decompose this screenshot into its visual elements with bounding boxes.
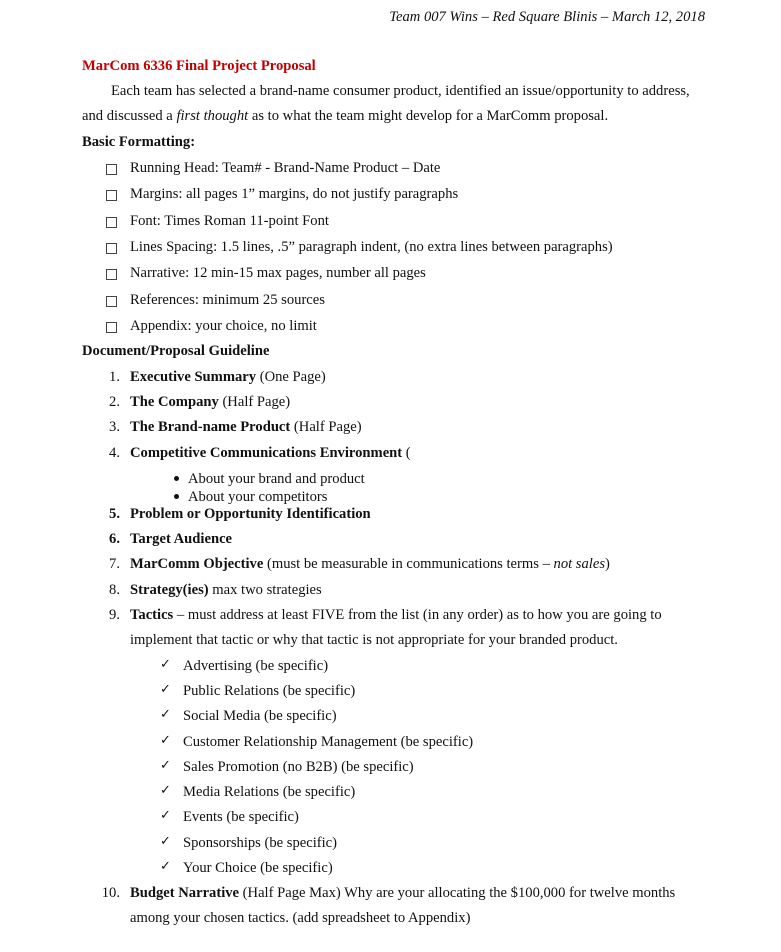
sub-bullet-item: About your brand and product xyxy=(188,471,365,487)
checkmark-icon: ✓ xyxy=(160,834,171,849)
formatting-item: Running Head: Team# - Brand-Name Product – Date xyxy=(130,160,441,176)
formatting-item: References: minimum 25 sources xyxy=(130,292,325,308)
tactic-item: Social Media (be specific) xyxy=(183,708,337,724)
checkmark-icon: ✓ xyxy=(160,783,171,798)
guideline-item: The Company (Half Page) xyxy=(130,394,291,410)
checkbox-icon xyxy=(106,217,117,228)
running-head: Team 007 Wins – Red Square Blinis – March 12, 2018 xyxy=(389,9,705,25)
tactic-item: Public Relations (be specific) xyxy=(183,683,356,699)
formatting-item: Appendix: your choice, no limit xyxy=(130,318,317,334)
checkbox-icon xyxy=(106,164,117,175)
formatting-item: Font: Times Roman 11-point Font xyxy=(130,213,329,229)
bullet-icon xyxy=(174,476,179,481)
list-number: 1. xyxy=(109,369,120,385)
checkbox-icon xyxy=(106,243,117,254)
list-number: 9. xyxy=(109,607,120,623)
bullet-icon xyxy=(174,494,179,499)
basic-formatting-heading: Basic Formatting: xyxy=(82,134,196,150)
list-number: 3. xyxy=(109,419,120,435)
list-number: 4. xyxy=(109,445,120,461)
tactic-item: Events (be specific) xyxy=(183,809,299,825)
list-number: 6. xyxy=(109,531,120,547)
list-number: 10. xyxy=(101,885,120,901)
list-number: 7. xyxy=(109,556,120,572)
list-number: 5. xyxy=(109,506,120,522)
tactic-item: Sales Promotion (no B2B) (be specific) xyxy=(183,759,414,775)
guideline-item: Problem or Opportunity Identification xyxy=(130,506,371,522)
formatting-item: Narrative: 12 min-15 max pages, number all pages xyxy=(130,265,426,281)
tactic-item: Media Relations (be specific) xyxy=(183,784,356,800)
intro-line-1: Each team has selected a brand-name consumer product, identified an issue/opportunity to address, xyxy=(111,83,690,99)
formatting-item: Margins: all pages 1” margins, do not justify paragraphs xyxy=(130,186,459,202)
intro-line-2: and discussed a first thought as to what the team might develop for a MarComm proposal. xyxy=(82,108,609,124)
guideline-item: Competitive Communications Environment ( xyxy=(130,445,411,461)
checkbox-icon xyxy=(106,322,117,333)
checkmark-icon: ✓ xyxy=(160,657,171,672)
guideline-item-continuation: implement that tactic or why that tactic is not appropriate for your branded product. xyxy=(130,632,618,648)
guideline-item-continuation: among your chosen tactics. (add spreadsheet to Appendix) xyxy=(130,910,471,926)
checkmark-icon: ✓ xyxy=(160,733,171,748)
checkmark-icon: ✓ xyxy=(160,707,171,722)
checkbox-icon xyxy=(106,190,117,201)
tactic-item: Sponsorships (be specific) xyxy=(183,835,338,851)
checkmark-icon: ✓ xyxy=(160,682,171,697)
tactic-item: Customer Relationship Management (be specific) xyxy=(183,734,474,750)
checkbox-icon xyxy=(106,269,117,280)
sub-bullet-item: About your competitors xyxy=(188,489,328,505)
formatting-item: Lines Spacing: 1.5 lines, .5” paragraph indent, (no extra lines between paragraphs) xyxy=(130,239,613,255)
guideline-heading: Document/Proposal Guideline xyxy=(82,343,270,359)
document-title: MarCom 6336 Final Project Proposal xyxy=(82,58,316,74)
guideline-item: Executive Summary (One Page) xyxy=(130,369,326,385)
guideline-item: Strategy(ies) max two strategies xyxy=(130,582,322,598)
guideline-item: MarComm Objective (must be measurable in communications terms – not sales) xyxy=(130,556,610,572)
tactic-item: Your Choice (be specific) xyxy=(183,860,333,876)
tactic-item: Advertising (be specific) xyxy=(183,658,329,674)
list-number: 2. xyxy=(109,394,120,410)
guideline-item: Tactics – must address at least FIVE from the list (in any order) as to how you are going to xyxy=(130,607,662,623)
checkmark-icon: ✓ xyxy=(160,859,171,874)
guideline-item: The Brand-name Product (Half Page) xyxy=(130,419,362,435)
checkmark-icon: ✓ xyxy=(160,808,171,823)
guideline-item: Target Audience xyxy=(130,531,233,547)
checkmark-icon: ✓ xyxy=(160,758,171,773)
list-number: 8. xyxy=(109,582,120,598)
guideline-item: Budget Narrative (Half Page Max) Why are your allocating the $100,000 for twelve months xyxy=(130,885,676,901)
checkbox-icon xyxy=(106,296,117,307)
